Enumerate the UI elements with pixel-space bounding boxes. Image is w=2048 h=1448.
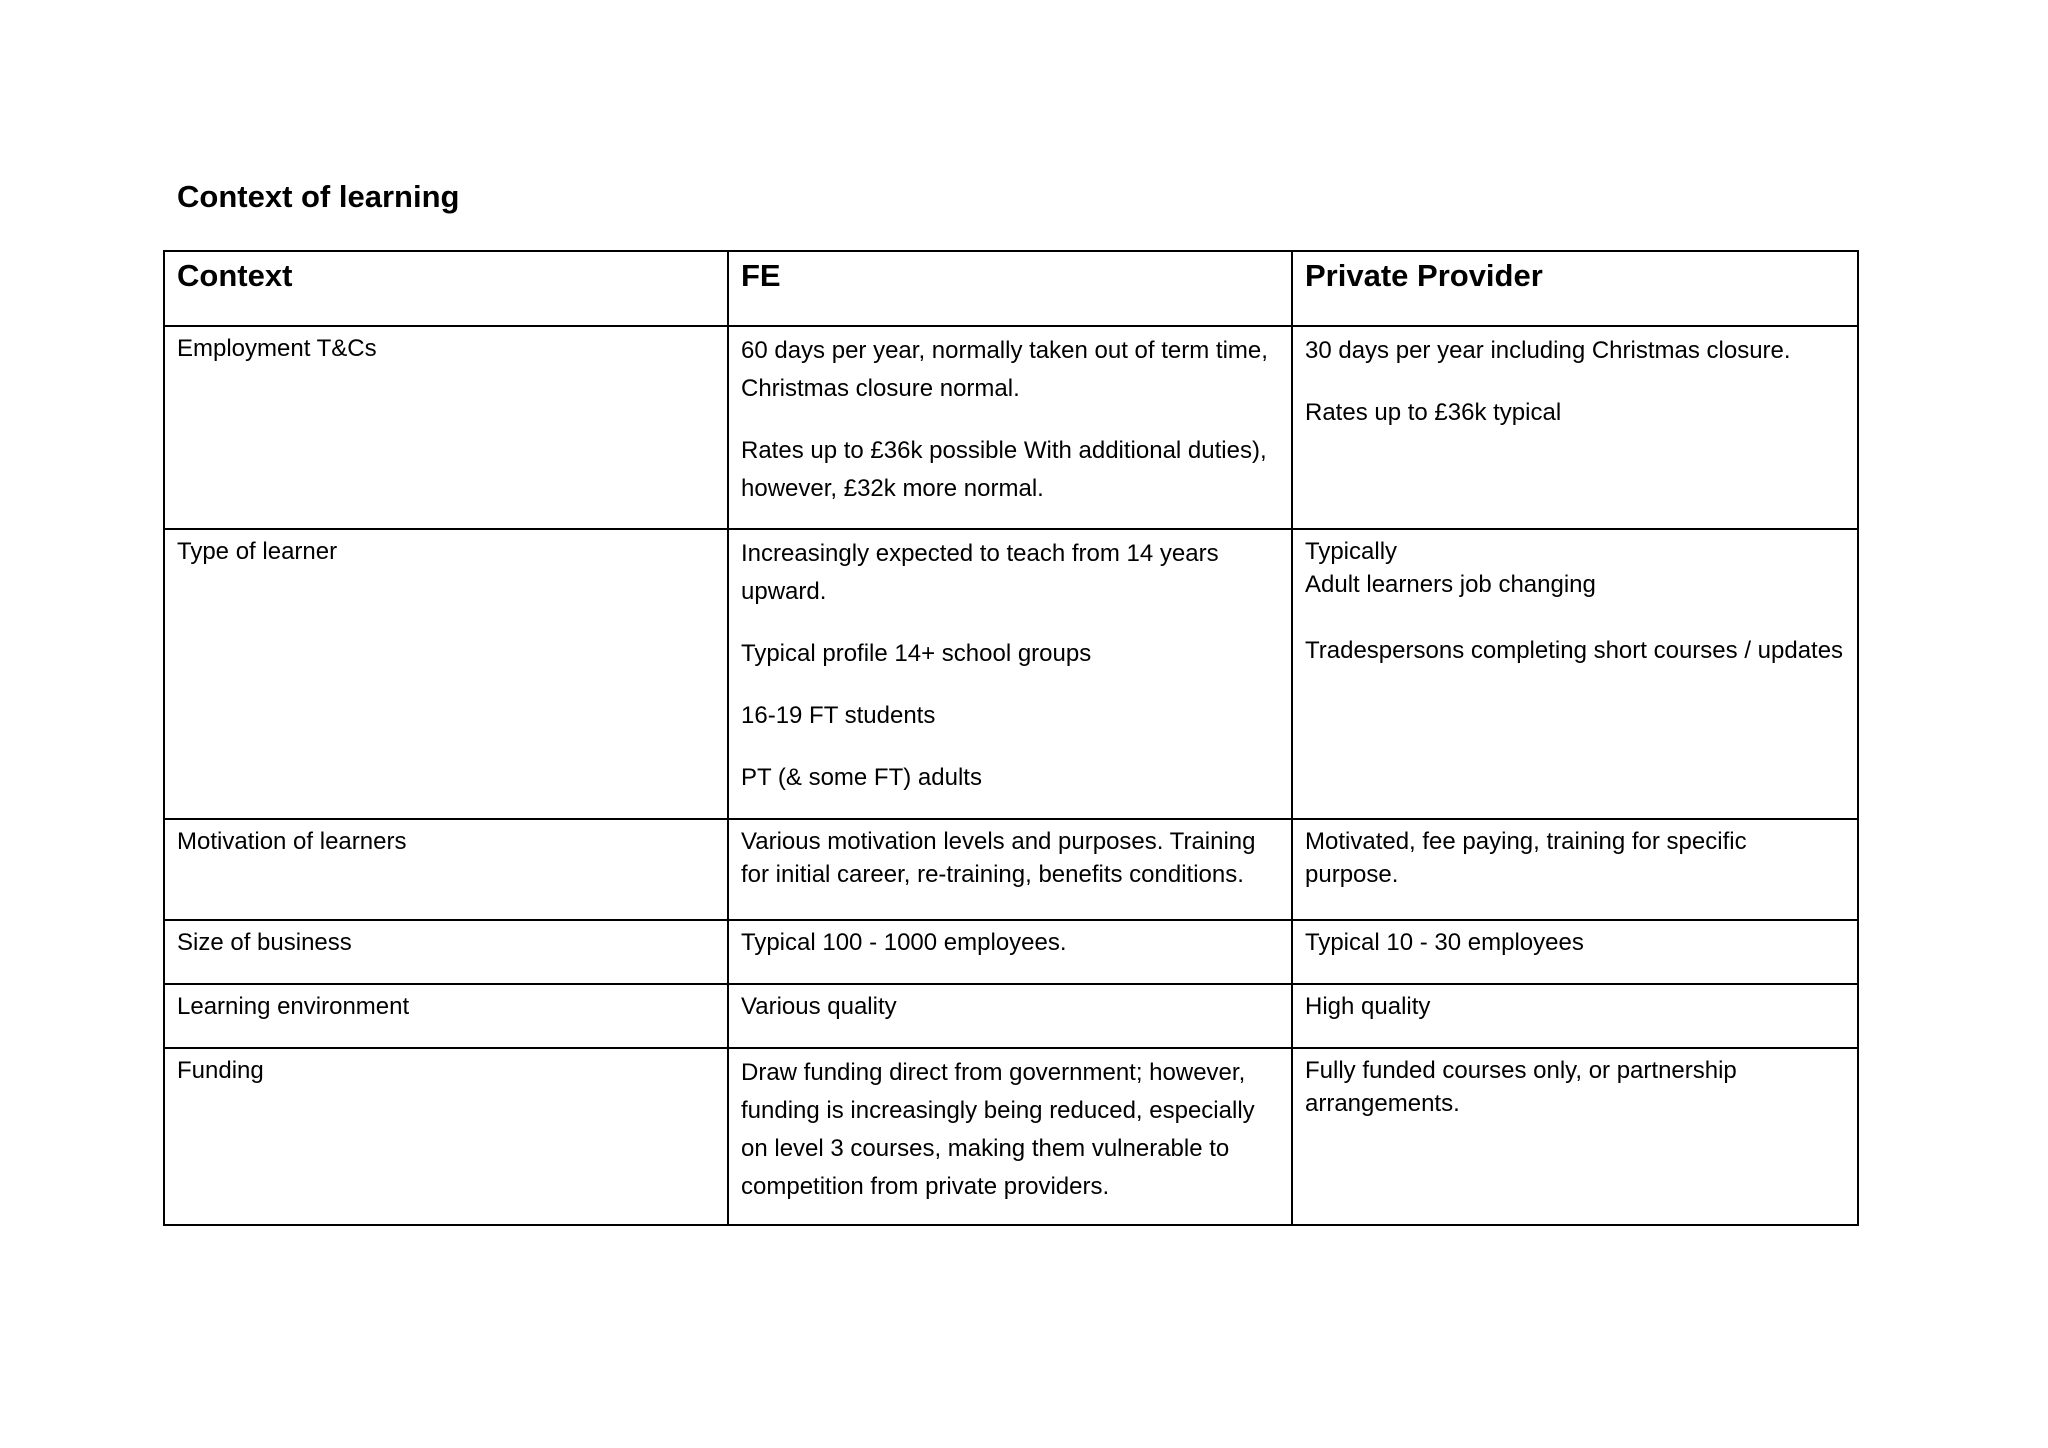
row-label: Learning environment — [164, 984, 728, 1048]
private-provider-cell — [1292, 529, 1858, 819]
fe-cell — [728, 529, 1292, 819]
cell-paragraph: Rates up to £36k possible With additional duties), however, £32k more normal. — [741, 437, 1267, 502]
table-row — [164, 920, 1858, 984]
cell-paragraph: Typically — [1305, 538, 1398, 565]
private-provider-cell — [1292, 920, 1858, 984]
header-context: Context — [164, 251, 728, 326]
fe-cell — [728, 984, 1292, 1048]
cell-paragraph: Various motivation levels and purposes. Training for initial career, re-training, benefits conditions. — [741, 828, 1256, 888]
table-row — [164, 326, 1858, 529]
cell-paragraph: Increasingly expected to teach from 14 years upward. — [741, 540, 1219, 605]
row-label: Funding — [164, 1048, 728, 1225]
header-fe: FE — [728, 251, 1292, 326]
cell-paragraph: Draw funding direct from government; however, funding is increasingly being reduced, especially on level 3 courses, making them vulnerable to competition from private providers. — [741, 1059, 1255, 1200]
table-row — [164, 819, 1858, 920]
table-row — [164, 1048, 1858, 1225]
cell-paragraph: 60 days per year, normally taken out of term time, Christmas closure normal. — [741, 337, 1268, 402]
cell-paragraph: Various quality — [741, 993, 897, 1020]
row-label: Size of business — [164, 920, 728, 984]
cell-paragraph: PT (& some FT) adults — [741, 764, 982, 791]
page-title: Context of learning — [177, 179, 460, 214]
private-provider-cell — [1292, 326, 1858, 529]
context-table — [163, 250, 1859, 1226]
fe-cell — [728, 819, 1292, 920]
private-provider-cell — [1292, 984, 1858, 1048]
header-private-provider: Private Provider — [1292, 251, 1858, 326]
cell-paragraph: Adult learners job changing — [1305, 571, 1596, 598]
cell-paragraph: Rates up to £36k typical — [1305, 399, 1562, 426]
row-label: Motivation of learners — [164, 819, 728, 920]
table-row — [164, 529, 1858, 819]
row-label: Type of learner — [164, 529, 728, 819]
cell-paragraph: Fully funded courses only, or partnership arrangements. — [1305, 1057, 1737, 1117]
cell-paragraph: Typical 100 - 1000 employees. — [741, 929, 1067, 956]
cell-paragraph: 16-19 FT students — [741, 702, 936, 729]
fe-cell — [728, 920, 1292, 984]
row-label: Employment T&Cs — [164, 326, 728, 529]
cell-paragraph: 30 days per year including Christmas closure. — [1305, 337, 1791, 364]
cell-paragraph: Typical 10 - 30 employees — [1305, 929, 1584, 956]
fe-cell — [728, 326, 1292, 529]
table-header-row — [164, 251, 1858, 326]
cell-paragraph: High quality — [1305, 993, 1431, 1020]
fe-cell — [728, 1048, 1292, 1225]
table-row — [164, 984, 1858, 1048]
private-provider-cell — [1292, 1048, 1858, 1225]
cell-paragraph: Typical profile 14+ school groups — [741, 640, 1092, 667]
cell-paragraph: Tradespersons completing short courses / updates — [1305, 637, 1844, 664]
private-provider-cell — [1292, 819, 1858, 920]
cell-paragraph: Motivated, fee paying, training for specific purpose. — [1305, 828, 1747, 888]
